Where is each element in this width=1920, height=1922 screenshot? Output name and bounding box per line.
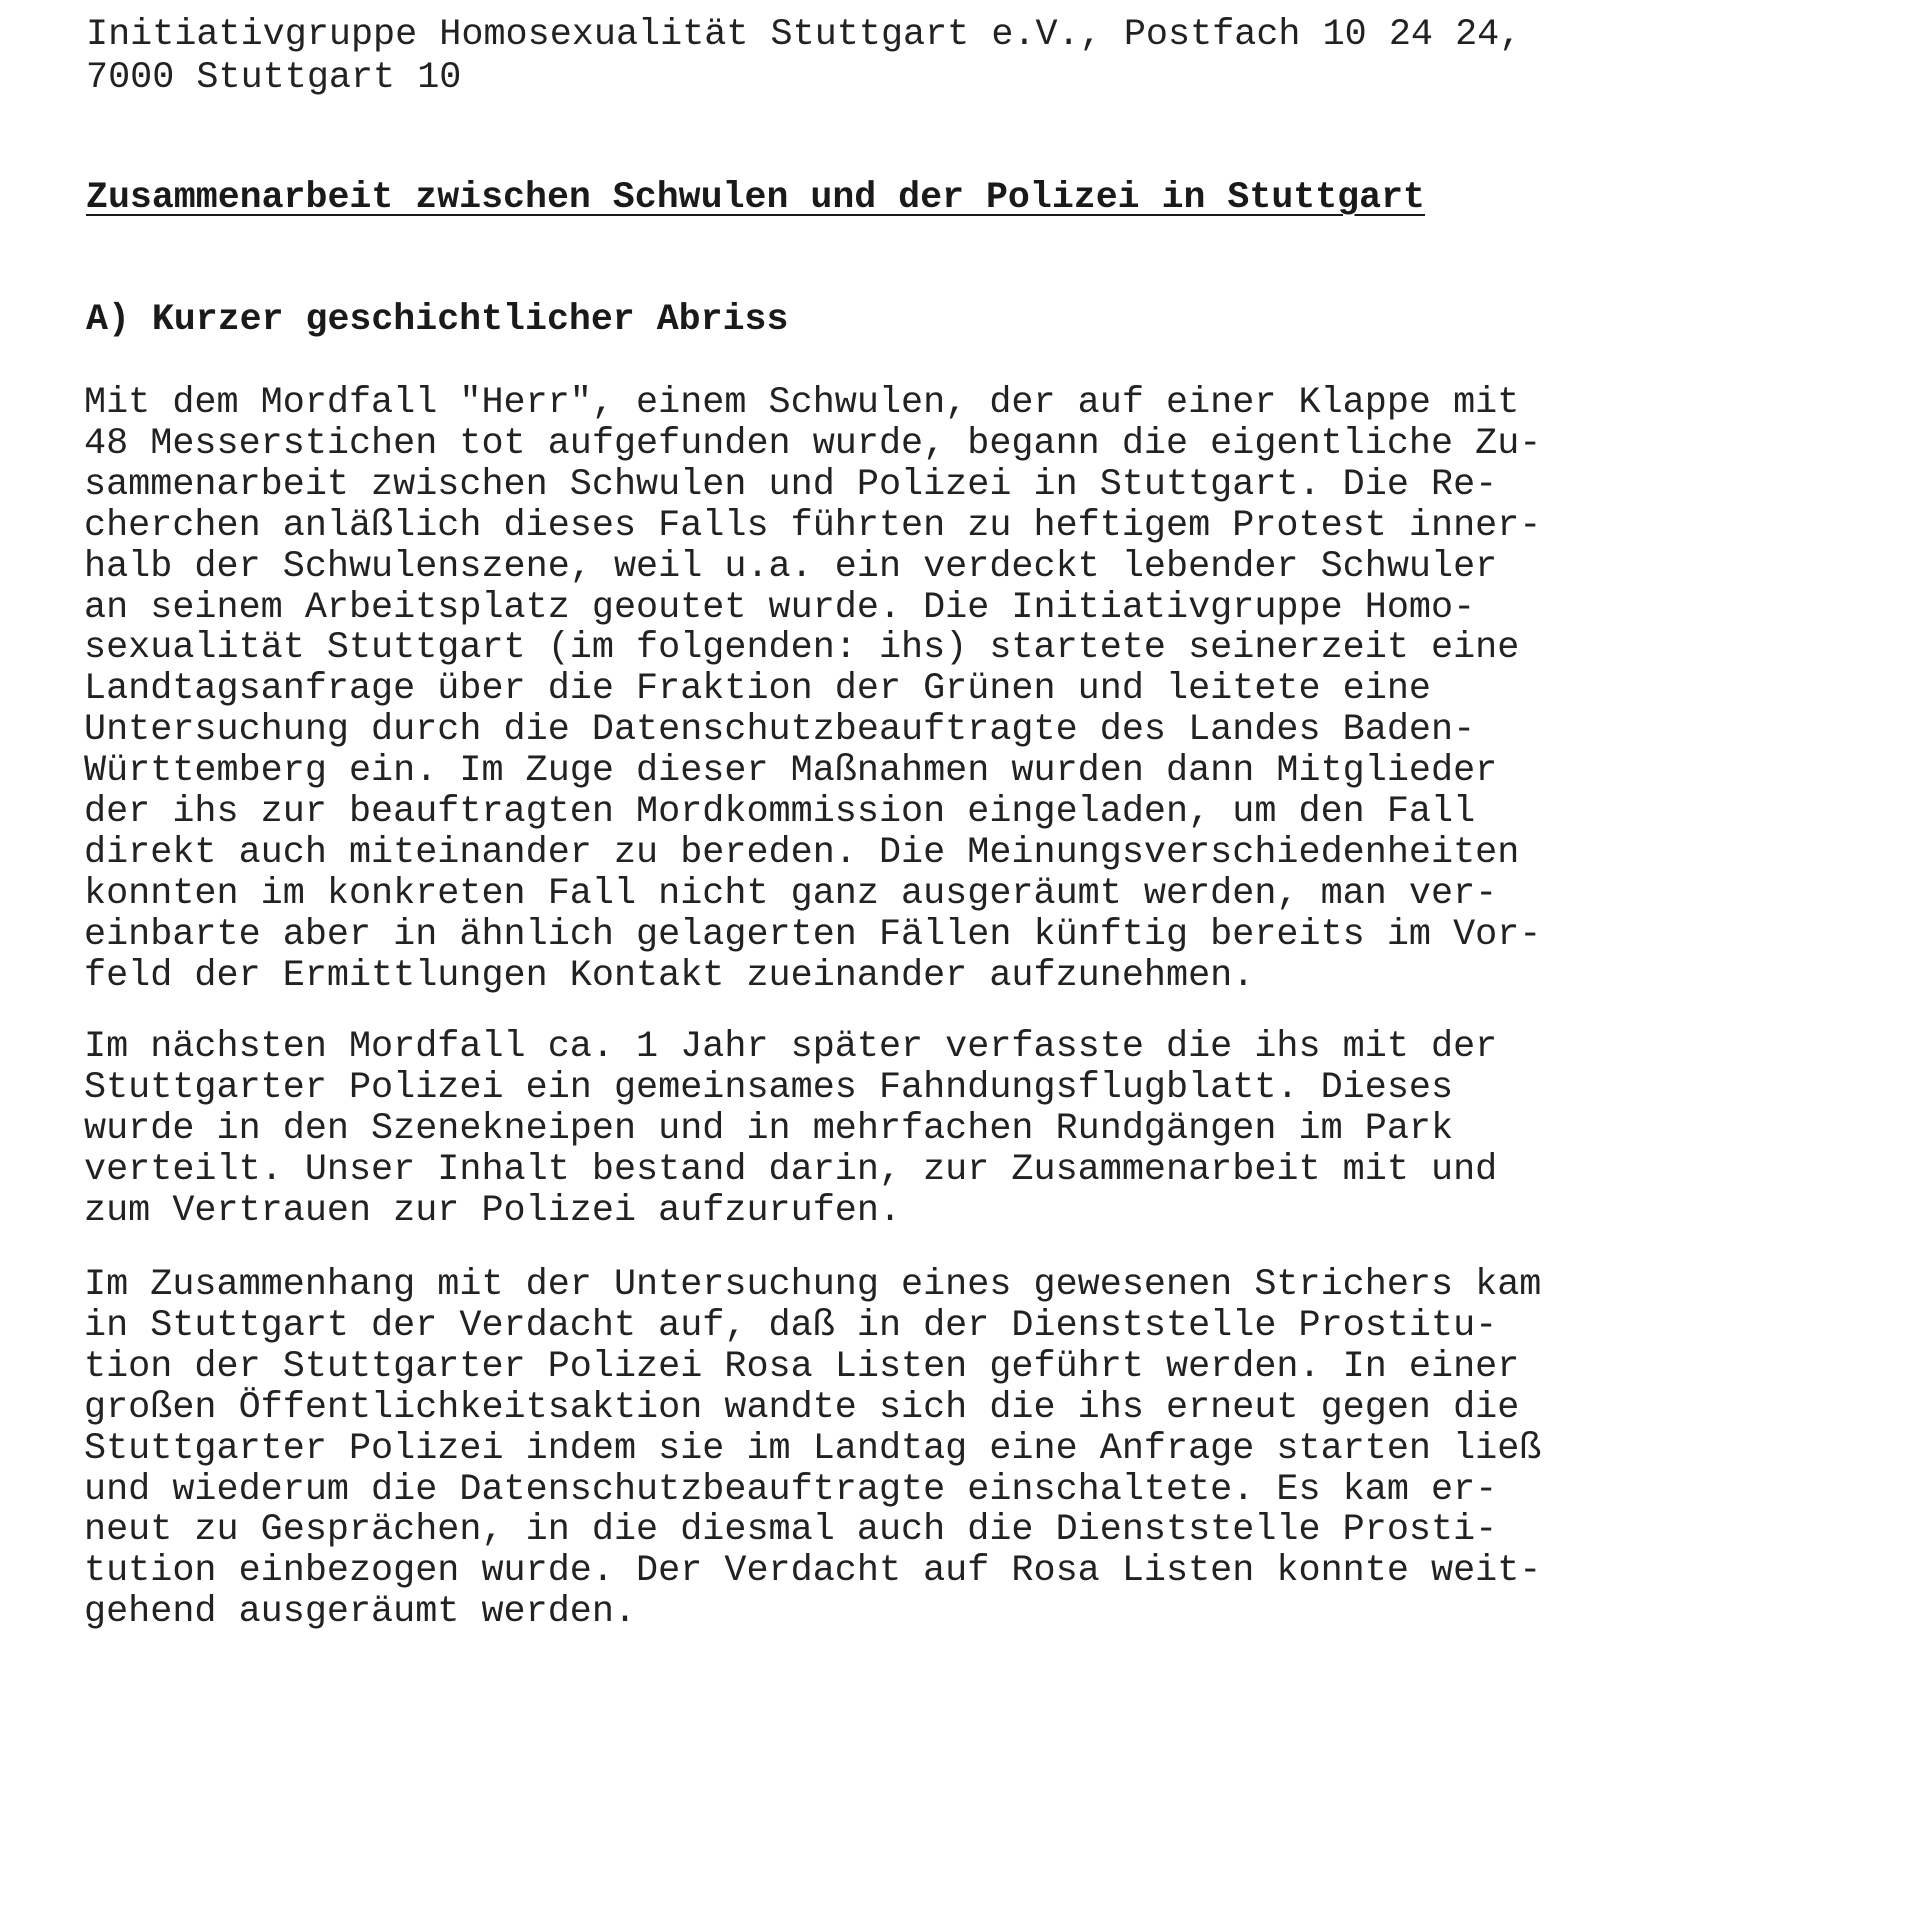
- paragraph: [84, 1265, 1541, 1633]
- paragraph-line: Im nächsten Mordfall ca. 1 Jahr später verfasste die ihs mit der: [84, 1026, 1498, 1068]
- paragraph-line: direkt auch miteinander zu bereden. Die Meinungsverschiedenheiten: [84, 831, 1520, 874]
- paragraph-line: wurde in den Szenekneipen und in mehrfachen Rundgängen im Park: [84, 1107, 1454, 1150]
- paragraph-line: konnten im konkreten Fall nicht ganz ausgeräumt werden, man ver-: [84, 872, 1498, 915]
- paragraph-line: der ihs zur beauftragten Mordkommission eingeladen, um den Fall: [84, 791, 1476, 834]
- paragraph-line: tution einbezogen wurde. Der Verdacht auf Rosa Listen konnte weit-: [84, 1550, 1542, 1593]
- paragraph-line: halb der Schwulenszene, weil u.a. ein verdeckt lebender Schwuler: [84, 545, 1498, 588]
- section-heading: A) Kurzer geschichtlicher Abriss: [86, 299, 789, 340]
- paragraph-line: an seinem Arbeitsplatz geoutet wurde. Die Initiativgruppe Homo-: [84, 586, 1476, 629]
- paragraph: [84, 1027, 1497, 1232]
- paragraph-line: 48 Messerstichen tot aufgefunden wurde, begann die eigentliche Zu-: [84, 422, 1542, 465]
- paragraph-line: in Stuttgart der Verdacht auf, daß in der Dienststelle Prostitu-: [84, 1304, 1498, 1347]
- paragraph-line: Stuttgarter Polizei ein gemeinsames Fahndungsflugblatt. Dieses: [84, 1066, 1454, 1109]
- paragraph-line: Untersuchung durch die Datenschutzbeauftragte des Landes Baden-: [84, 709, 1476, 752]
- paragraph: [84, 383, 1541, 997]
- address-line: 7000 Stuttgart 10: [86, 57, 462, 99]
- paragraph-line: sexualität Stuttgart (im folgenden: ihs) startete seinerzeit eine: [84, 627, 1520, 670]
- paragraph-line: Württemberg ein. Im Zuge dieser Maßnahmen wurden dann Mitglieder: [84, 750, 1498, 793]
- paragraph-line: Landtagsanfrage über die Fraktion der Grünen und leitete eine: [84, 668, 1431, 711]
- paragraph-line: cherchen anläßlich dieses Falls führten zu heftigem Protest inner-: [84, 504, 1542, 547]
- paragraph-line: sammenarbeit zwischen Schwulen und Polizei in Stuttgart. Die Re-: [84, 463, 1498, 506]
- paragraph-line: Stuttgarter Polizei indem sie im Landtag eine Anfrage starten ließ: [84, 1427, 1542, 1470]
- paragraph-line: Mit dem Mordfall "Herr", einem Schwulen, der auf einer Klappe mit: [84, 382, 1520, 424]
- paragraph-line: zum Vertrauen zur Polizei aufzurufen.: [84, 1189, 902, 1232]
- paragraph-line: verteilt. Unser Inhalt bestand darin, zur Zusammenarbeit mit und: [84, 1148, 1498, 1191]
- document-title: Zusammenarbeit zwischen Schwulen und der Polizei in Stuttgart: [86, 177, 1425, 218]
- paragraph-line: feld der Ermittlungen Kontakt zueinander aufzunehmen.: [84, 954, 1255, 997]
- address-line: Initiativgruppe Homosexualität Stuttgart e.V., Postfach 10 24 24,: [86, 14, 1522, 56]
- paragraph-line: neut zu Gesprächen, in die diesmal auch die Dienststelle Prosti-: [84, 1509, 1498, 1552]
- sender-address: [86, 14, 1886, 100]
- paragraph-line: großen Öffentlichkeitsaktion wandte sich die ihs erneut gegen die: [84, 1386, 1520, 1429]
- paragraph-line: tion der Stuttgarter Polizei Rosa Listen geführt werden. In einer: [84, 1345, 1520, 1388]
- paragraph-line: gehend ausgeräumt werden.: [84, 1591, 637, 1634]
- paragraph-line: und wiederum die Datenschutzbeauftragte einschaltete. Es kam er-: [84, 1468, 1498, 1511]
- paragraph-line: Im Zusammenhang mit der Untersuchung eines gewesenen Strichers kam: [84, 1264, 1542, 1306]
- paragraph-line: einbarte aber in ähnlich gelagerten Fällen künftig bereits im Vor-: [84, 913, 1542, 956]
